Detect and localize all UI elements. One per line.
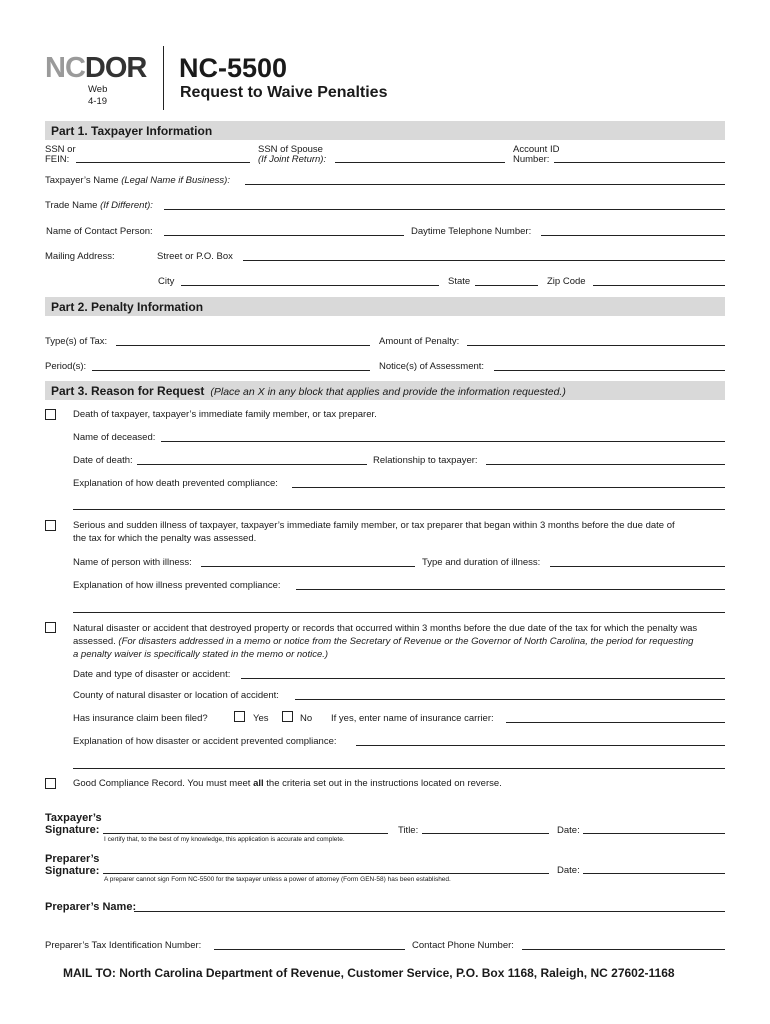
taxpayer-name-label: Taxpayer’s Name (Legal Name if Business): [45, 175, 230, 186]
preparer-tax-id-field[interactable] [214, 949, 405, 950]
ill-person-label: Name of person with illness: [73, 557, 192, 568]
tax-type-label: Type(s) of Tax: [45, 336, 108, 347]
trade-name-field[interactable] [164, 209, 725, 210]
periods-field[interactable] [92, 370, 370, 371]
version-label: 4-19 [88, 96, 108, 107]
disaster-explanation-field-2[interactable] [73, 768, 725, 769]
ill-explanation-field-2[interactable] [73, 612, 725, 613]
preparer-date-label: Date: [557, 865, 580, 876]
insurance-no-label: No [300, 713, 313, 724]
insurance-carrier-field[interactable] [506, 722, 725, 723]
account-id-label: Account ID Number: [513, 144, 560, 165]
preparer-name-label: Preparer’s Name: [45, 901, 137, 913]
county-field[interactable] [295, 699, 725, 700]
form-title: Request to Waive Penalties [180, 84, 388, 101]
form-number: NC-5500 [179, 53, 288, 83]
contact-phone-field[interactable] [522, 949, 725, 950]
disaster-date-label: Date and type of disaster or accident: [73, 669, 231, 680]
periods-label: Period(s): [45, 361, 87, 372]
county-label: County of natural disaster or location of accident: [73, 690, 279, 701]
insurance-carrier-label: If yes, enter name of insurance carrier: [331, 713, 494, 724]
disaster-date-field[interactable] [241, 678, 725, 679]
illness-checkbox[interactable] [45, 520, 56, 531]
header-divider [163, 46, 164, 110]
daytime-phone-label: Daytime Telephone Number: [411, 226, 532, 237]
disaster-explanation-field[interactable] [356, 745, 725, 746]
state-label: State [448, 276, 471, 287]
city-label: City [158, 276, 175, 287]
ill-person-field[interactable] [201, 566, 415, 567]
mail-to-address: MAIL TO: North Carolina Department of Revenue, Customer Service, P.O. Box 1168, Raleigh, NC 27602-1168 [63, 966, 675, 980]
preparer-signature-field[interactable] [103, 873, 549, 874]
disaster-explanation-label: Explanation of how disaster or accident prevented compliance: [73, 736, 337, 747]
taxpayer-name-field[interactable] [245, 184, 725, 185]
state-field[interactable] [475, 285, 538, 286]
insurance-no-checkbox[interactable] [282, 711, 293, 722]
ill-explanation-field[interactable] [296, 589, 725, 590]
ssn-fein-label: SSN or FEIN: [45, 144, 76, 165]
contact-person-field[interactable] [164, 235, 404, 236]
death-explanation-field[interactable] [292, 487, 725, 488]
disaster-checkbox[interactable] [45, 622, 56, 633]
death-explanation-label: Explanation of how death prevented compliance: [73, 478, 278, 489]
part2-title: Part 2. Penalty Information [51, 300, 204, 314]
illness-label: Serious and sudden illness of taxpayer, taxpayer’s immediate family member, or tax preparer that began within 3 months before the due date of the tax for which the penalty was assessed. [73, 520, 675, 544]
ssn-spouse-field[interactable] [335, 162, 505, 163]
good-compliance-label: Good Compliance Record. You must meet all the criteria set out in the instructions located on reverse. [73, 778, 502, 789]
insurance-label: Has insurance claim been filed? [73, 713, 208, 724]
contact-phone-label: Contact Phone Number: [412, 940, 514, 951]
taxpayer-date-field[interactable] [583, 833, 725, 834]
taxpayer-date-label: Date: [557, 825, 580, 836]
preparer-note: A preparer cannot sign Form NC-5500 for the taxpayer unless a power of attorney (Form GEN-58) has been established. [104, 876, 451, 883]
account-id-field[interactable] [554, 162, 725, 163]
insurance-yes-checkbox[interactable] [234, 711, 245, 722]
good-compliance-checkbox[interactable] [45, 778, 56, 789]
city-field[interactable] [181, 285, 439, 286]
preparer-signature-label: Preparer’s Signature: [45, 853, 100, 877]
relationship-field[interactable] [486, 464, 725, 465]
tax-type-field[interactable] [116, 345, 370, 346]
penalty-amount-label: Amount of Penalty: [379, 336, 460, 347]
deceased-field[interactable] [161, 441, 725, 442]
ill-type-label: Type and duration of illness: [422, 557, 541, 568]
notices-field[interactable] [494, 370, 725, 371]
part1-title: Part 1. Taxpayer Information [51, 124, 213, 138]
death-explanation-field-2[interactable] [73, 509, 725, 510]
zip-label: Zip Code [547, 276, 586, 287]
web-label: Web [88, 84, 108, 95]
deceased-label: Name of deceased: [73, 432, 156, 443]
part3-header [45, 381, 725, 400]
contact-person-label: Name of Contact Person: [46, 226, 153, 237]
date-of-death-field[interactable] [137, 464, 367, 465]
preparer-tax-id-label: Preparer’s Tax Identification Number: [45, 940, 202, 951]
mailing-address-label: Mailing Address: [45, 251, 115, 262]
ill-type-field[interactable] [550, 566, 725, 567]
certify-note: I certify that, to the best of my knowledge, this application is accurate and complete. [104, 836, 345, 843]
taxpayer-signature-label: Taxpayer’s Signature: [45, 812, 102, 836]
ncdor-logo: NCDOR [45, 52, 147, 84]
taxpayer-signature-field[interactable] [103, 833, 388, 834]
preparer-date-field[interactable] [583, 873, 725, 874]
ill-explanation-label: Explanation of how illness prevented compliance: [73, 580, 281, 591]
daytime-phone-field[interactable] [541, 235, 725, 236]
zip-field[interactable] [593, 285, 725, 286]
disaster-label: Natural disaster or accident that destroyed property or records that occurred within 3 months before the due date of the tax for which the penalty was assessed. (For disasters addressed in a memo or notice from the Secretary of Revenue or the Governor of North Carolina, the period for requesting a penalty waiver is specifically stated in the memo or notice.) [73, 623, 698, 660]
title-label: Title: [398, 825, 419, 836]
part3-title: Part 3. Reason for Request (Place an X in any block that applies and provide the information requested.) [51, 384, 566, 398]
insurance-yes-label: Yes [253, 713, 269, 724]
penalty-amount-field[interactable] [467, 345, 725, 346]
preparer-name-field[interactable] [134, 911, 725, 912]
death-label: Death of taxpayer, taxpayer’s immediate family member, or tax preparer. [73, 409, 377, 420]
ssn-fein-field[interactable] [76, 162, 250, 163]
title-field[interactable] [422, 833, 549, 834]
part2-header [45, 297, 725, 316]
ssn-spouse-label: SSN of Spouse (If Joint Return): [258, 144, 327, 165]
street-field[interactable] [243, 260, 725, 261]
street-label: Street or P.O. Box [157, 251, 233, 262]
death-checkbox[interactable] [45, 409, 56, 420]
notices-label: Notice(s) of Assessment: [379, 361, 485, 372]
trade-name-label: Trade Name (If Different): [45, 200, 153, 211]
part1-header [45, 121, 725, 140]
date-of-death-label: Date of death: [73, 455, 133, 466]
relationship-label: Relationship to taxpayer: [373, 455, 478, 466]
